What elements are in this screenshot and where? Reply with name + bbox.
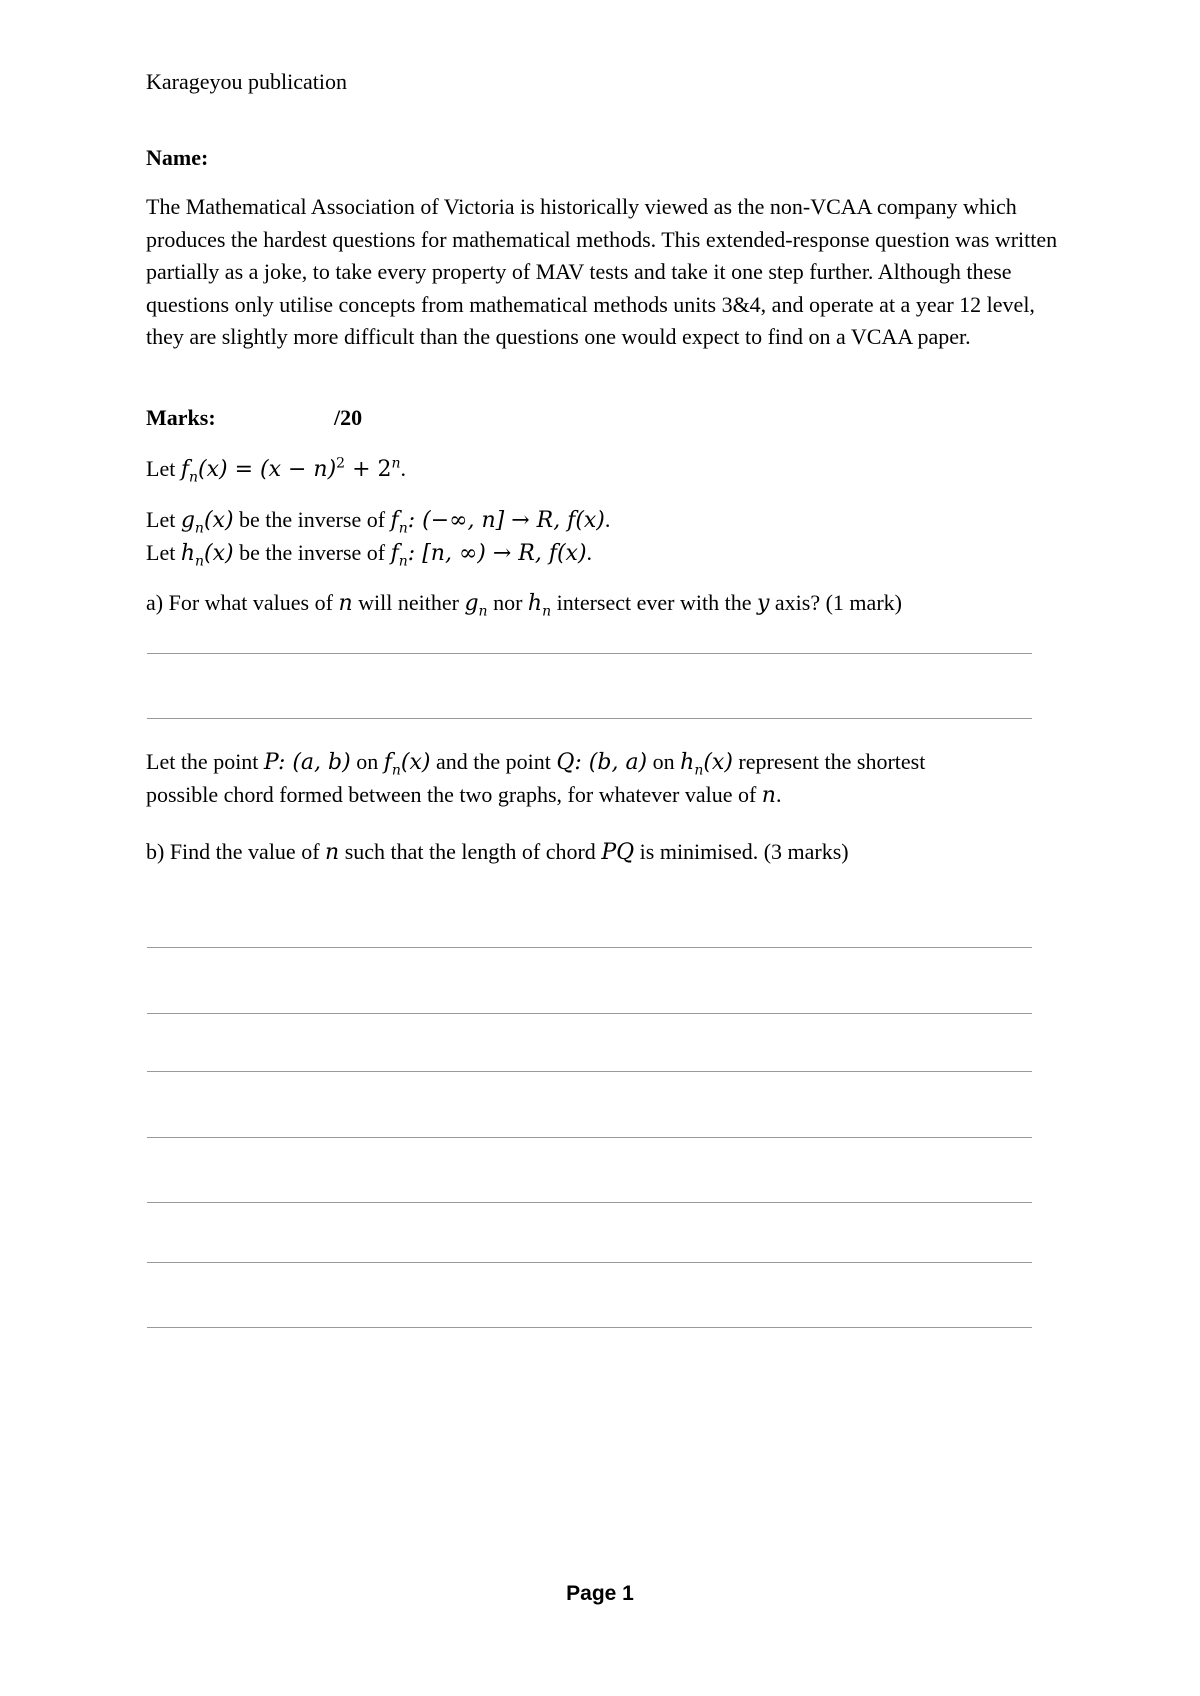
question-a-text-5: axis? (1 mark) [769,590,902,615]
page-number: Page 1 [566,1582,634,1605]
chord-h-subscript: n [694,762,704,779]
answer-line-b-2[interactable] [147,1013,1032,1014]
definition-g-prefix: Let [146,507,181,532]
question-b-pq: PQ [601,840,635,865]
definition-h-prefix: Let [146,540,181,565]
chord-text-2: on [350,749,384,774]
chord-h-symbol: h [680,750,695,775]
answer-line-b-5[interactable] [147,1202,1032,1203]
f-symbol: f [180,457,189,482]
definition-f-end: . [400,456,407,481]
definition-f-prefix: Let [146,456,181,481]
question-a-g: g [464,591,479,616]
publisher-header: Karageyou publication [146,69,347,94]
answer-line-a-1[interactable] [147,653,1032,654]
chord-description-line-2 [146,779,781,812]
definition-h [146,537,592,570]
definition-g-end: . [604,507,611,532]
f-power-n: n [391,455,401,472]
question-b-n: n [325,840,340,865]
h-argument: (x) [204,541,234,566]
question-a-h-subscript: n [542,603,552,620]
chord-f-argument: (x) [400,750,431,775]
point-q: Q: (b, a) [556,750,648,775]
chord-description-line-1 [146,746,925,779]
g-f-symbol: f [390,508,399,533]
definition-g-middle: be the inverse of [233,507,391,532]
definition-f [146,453,406,486]
h-subscript: n [195,553,205,570]
question-a-h: h [527,591,543,616]
g-argument: (x) [203,508,234,533]
answer-line-b-1[interactable] [147,947,1032,948]
question-b-text-1: b) Find the value of [146,839,326,864]
chord-text-7: . [775,782,782,807]
answer-line-b-3[interactable] [147,1071,1032,1072]
f-expression: (x) = (x − n) [198,457,337,482]
chord-f-symbol: f [383,750,392,775]
g-subscript: n [194,520,204,537]
chord-h-argument: (x) [703,750,733,775]
question-a-text-4: intersect ever with the [551,590,757,615]
name-label: Name: [146,145,209,170]
chord-text-4: on [647,749,681,774]
question-b [146,836,849,869]
marks-label: Marks: [146,405,216,430]
h-f-subscript: n [398,553,408,570]
h-domain: : [n, ∞) → R, f(x) [407,541,587,566]
h-symbol: h [180,541,195,566]
point-p: P: (a, b) [263,750,351,775]
question-a-text-2: will neither [352,590,465,615]
chord-n: n [761,783,776,808]
chord-text-3: and the point [430,749,557,774]
question-a-y: y [756,591,770,616]
f-subscript: n [188,469,199,486]
question-a-text-3: nor [487,590,528,615]
g-symbol: g [180,508,195,533]
question-a-text-1: a) For what values of [146,590,339,615]
chord-text-1: Let the point [146,749,264,774]
g-domain: : (−∞, n] → R, f(x) [407,508,605,533]
definition-h-end: . [586,540,593,565]
chord-text-5: represent the shortest [732,749,926,774]
answer-line-b-6[interactable] [147,1262,1032,1263]
chord-f-subscript: n [391,762,401,779]
question-b-text-2: such that the length of chord [339,839,602,864]
marks-total: /20 [334,405,363,430]
answer-line-b-7[interactable] [147,1327,1032,1328]
chord-text-6: possible chord formed between the two graphs, for whatever value of [146,782,762,807]
answer-line-b-4[interactable] [147,1137,1032,1138]
f-expression-plus: + 2 [345,457,392,482]
g-f-subscript: n [398,520,408,537]
f-power-2: 2 [336,455,346,472]
intro-paragraph: The Mathematical Association of Victoria is historically viewed as the non-VCAA company which produces the hardest questions for mathematical methods. This extended-response question was written partially as a joke, to take every property of MAV tests and take it one step further. Although these questions only utilise concepts from mathematical methods units 3&4, and operate at a year 12 level, they are slightly more difficult than the questions one would expect to find on a VCAA paper. [146,194,1058,349]
h-f-symbol: f [390,541,399,566]
question-a [146,587,902,620]
question-b-text-3: is minimised. (3 marks) [634,839,849,864]
question-a-g-subscript: n [478,603,488,620]
question-a-n: n [338,591,353,616]
definition-h-middle: be the inverse of [233,540,391,565]
answer-line-a-2[interactable] [147,718,1032,719]
definition-g [146,504,610,537]
